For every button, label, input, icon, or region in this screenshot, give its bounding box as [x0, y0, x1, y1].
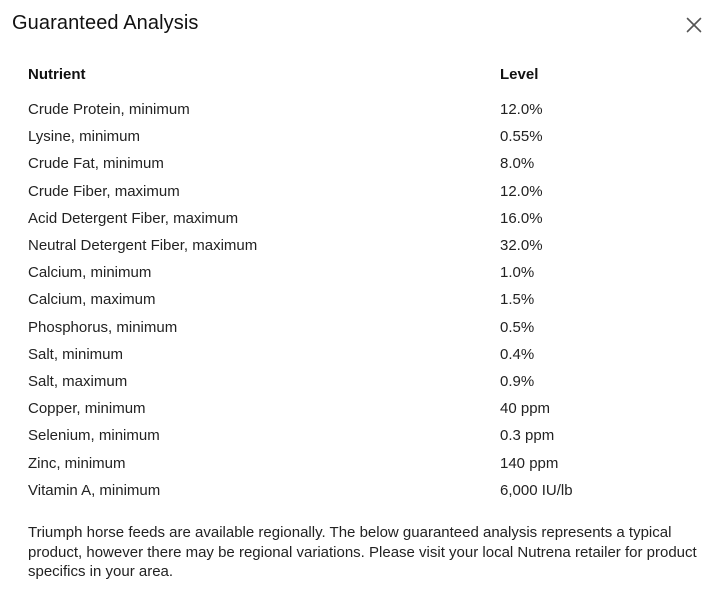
nutrient-name: Calcium, minimum — [28, 264, 152, 282]
close-icon — [686, 17, 702, 33]
availability-note: Triumph horse feeds are available regionally. The below guaranteed analysis represents a typical product, however there may be regional variations. Please visit your local Nutrena retailer for product specifics in your area. — [28, 524, 697, 580]
nutrient-level: 16.0% — [500, 209, 543, 227]
table-body — [28, 96, 650, 504]
nutrient-name: Crude Protein, minimum — [28, 101, 190, 119]
analysis-table — [28, 62, 650, 504]
nutrient-level: 0.9% — [500, 372, 535, 390]
table-row — [28, 259, 650, 286]
header-nutrient: Nutrient — [28, 65, 86, 83]
table-row — [28, 395, 650, 422]
nutrient-name: Neutral Detergent Fiber, maximum — [28, 237, 258, 255]
nutrient-level: 12.0% — [500, 101, 543, 119]
table-row — [28, 314, 650, 341]
table-row — [28, 477, 650, 504]
close-button[interactable] — [684, 15, 704, 35]
table-row — [28, 232, 650, 259]
table-row — [28, 422, 650, 449]
nutrient-level: 0.4% — [500, 345, 535, 363]
nutrient-level: 1.0% — [500, 264, 535, 282]
nutrient-name: Phosphorus, minimum — [28, 318, 178, 336]
nutrient-name: Crude Fat, minimum — [28, 155, 164, 173]
nutrient-name: Crude Fiber, maximum — [28, 182, 180, 200]
nutrient-level: 0.5% — [500, 318, 535, 336]
table-row — [28, 96, 650, 123]
nutrient-name: Zinc, minimum — [28, 454, 126, 472]
nutrient-level: 12.0% — [500, 182, 543, 200]
nutrient-name: Acid Detergent Fiber, maximum — [28, 209, 239, 227]
nutrient-name: Selenium, minimum — [28, 427, 160, 445]
nutrient-name: Salt, maximum — [28, 372, 128, 390]
nutrient-level: 6,000 IU/lb — [500, 481, 573, 499]
table-row — [28, 150, 650, 177]
nutrient-level: 0.3 ppm — [500, 427, 555, 445]
nutrient-level: 140 ppm — [500, 454, 559, 472]
nutrient-level: 0.55% — [500, 128, 543, 146]
nutrient-name: Salt, minimum — [28, 345, 124, 363]
table-row — [28, 449, 650, 476]
nutrient-level: 32.0% — [500, 237, 543, 255]
nutrient-name: Calcium, maximum — [28, 291, 156, 309]
table-row — [28, 178, 650, 205]
table-header-row — [28, 62, 650, 96]
header-level: Level — [500, 65, 539, 83]
table-row — [28, 286, 650, 313]
nutrient-level: 8.0% — [500, 155, 535, 173]
nutrient-name: Lysine, minimum — [28, 128, 140, 146]
nutrient-name: Vitamin A, minimum — [28, 481, 161, 499]
table-row — [28, 123, 650, 150]
nutrient-name: Copper, minimum — [28, 400, 146, 418]
nutrient-level: 40 ppm — [500, 400, 551, 418]
table-row — [28, 368, 650, 395]
nutrient-level: 1.5% — [500, 291, 535, 309]
table-row — [28, 341, 650, 368]
modal-title: Guaranteed Analysis — [12, 12, 199, 34]
table-row — [28, 205, 650, 232]
